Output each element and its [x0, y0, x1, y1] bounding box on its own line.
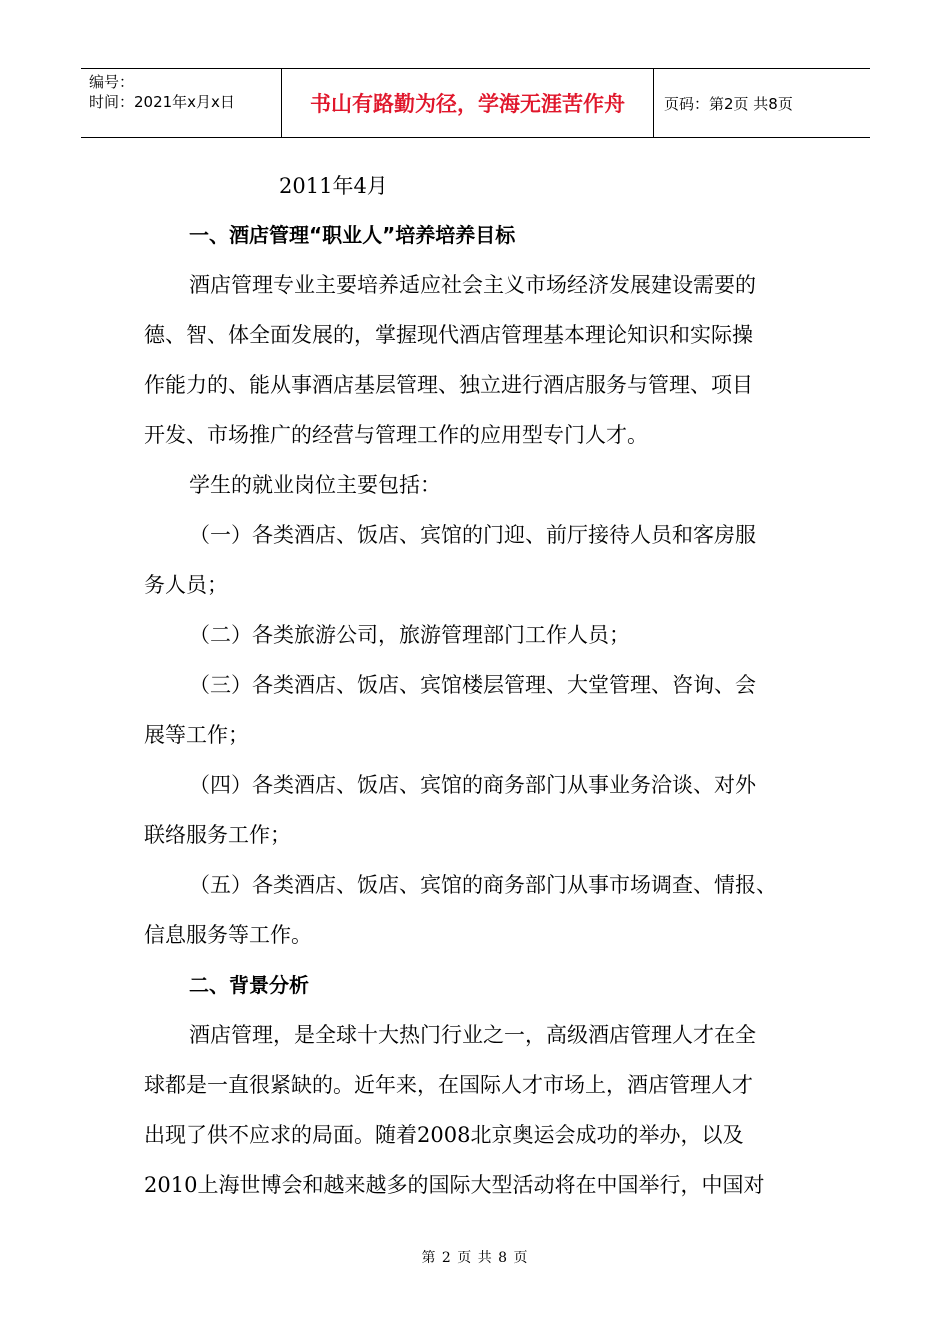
paragraph-line: 作能力的、能从事酒店基层管理、独立进行酒店服务与管理、项目 — [144, 373, 753, 397]
paragraph-line: 出现了供不应求的局面。随着2008北京奥运会成功的举办，以及 — [144, 1123, 744, 1147]
paragraph-line: 学生的就业岗位主要包括： — [189, 473, 441, 497]
list-item: （四）各类酒店、饭店、宾馆的商务部门从事业务洽谈、对外 — [189, 773, 756, 797]
header-table — [81, 68, 870, 138]
list-item: （五）各类酒店、饭店、宾馆的商务部门从事市场调查、情报、 — [189, 873, 777, 897]
paragraph-line: 德、智、体全面发展的，掌握现代酒店管理基本理论知识和实际操 — [144, 323, 753, 347]
number-label: 编号： — [89, 73, 135, 91]
paragraph-line: 酒店管理专业主要培养适应社会主义市场经济发展建设需要的 — [189, 273, 756, 297]
section2-title: 二、背景分析 — [189, 973, 309, 997]
date-line: 2011年4月 — [279, 174, 388, 198]
list-item: （三）各类酒店、饭店、宾馆楼层管理、大堂管理、咨询、会 — [189, 673, 756, 697]
list-item-continuation: 务人员； — [144, 573, 228, 597]
list-item: （一）各类酒店、饭店、宾馆的门迎、前厅接待人员和客房服 — [189, 523, 756, 547]
page-info: 页码：第2页 共8页 — [664, 94, 793, 113]
paragraph-line: 2010上海世博会和越来越多的国际大型活动将在中国举行，中国对 — [144, 1173, 765, 1197]
page-footer: 第 2 页 共 8 页 — [421, 1250, 529, 1266]
paragraph-line: 球都是一直很紧缺的。近年来，在国际人才市场上，酒店管理人才 — [144, 1073, 753, 1097]
time-label: 时间：2021年x月x日 — [89, 93, 235, 111]
paragraph-line: 酒店管理，是全球十大热门行业之一，高级酒店管理人才在全 — [189, 1023, 756, 1047]
paragraph-line: 开发、市场推广的经营与管理工作的应用型专门人才。 — [144, 423, 648, 447]
header-info-cell — [81, 69, 282, 137]
section1-title: 一、酒店管理“职业人”培养培养目标 — [189, 223, 516, 247]
list-item-continuation: 展等工作； — [144, 723, 249, 747]
motto: 书山有路勤为径，学海无涯苦作舟 — [282, 69, 654, 137]
list-item-continuation: 信息服务等工作。 — [144, 923, 312, 947]
list-item: （二）各类旅游公司，旅游管理部门工作人员； — [189, 623, 630, 647]
list-item-continuation: 联络服务工作； — [144, 823, 291, 847]
